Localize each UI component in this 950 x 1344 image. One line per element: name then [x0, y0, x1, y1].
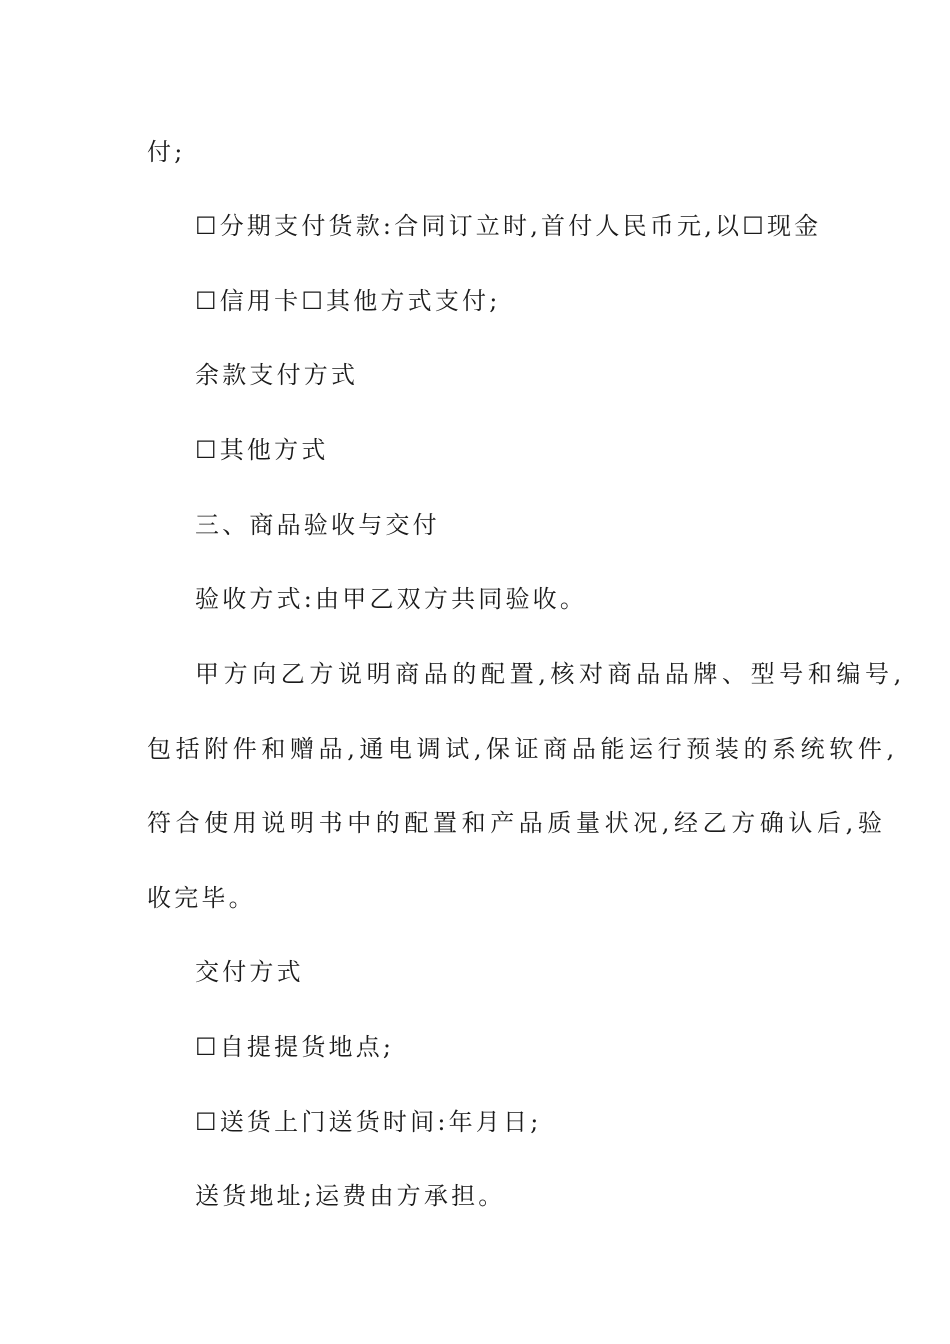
- text-line-delivery-method: 交付方式: [195, 958, 304, 986]
- text-line-paragraph-2: 包括附件和赠品,通电调试,保证商品能运行预装的系统软件,: [147, 735, 899, 763]
- text-line-card-options: ☐信用卡☐其他方式支付;: [195, 287, 501, 315]
- text-line-paragraph-3: 符合使用说明书中的配置和产品质量状况,经乙方确认后,验: [147, 809, 887, 837]
- text-line-paragraph-1: 甲方向乙方说明商品的配置,核对商品品牌、型号和编号,: [195, 660, 906, 688]
- text-line-paragraph-4: 收完毕。: [147, 884, 256, 912]
- text-line-balance-method: 余款支付方式: [195, 361, 359, 389]
- text-line-acceptance-method: 验收方式:由甲乙双方共同验收。: [195, 585, 588, 613]
- text-line-other-method: ☐其他方式: [195, 436, 329, 464]
- text-line-delivery-address: 送货地址;运费由方承担。: [195, 1182, 506, 1210]
- text-line-installment: ☐分期支付货款:合同订立时,首付人民币元,以☐现金: [195, 212, 822, 240]
- section-heading-acceptance: 三、商品验收与交付: [195, 511, 440, 539]
- text-line-payment-end: 付;: [147, 138, 186, 166]
- text-line-home-delivery: ☐送货上门送货时间:年月日;: [195, 1108, 542, 1136]
- text-line-self-pickup: ☐自提提货地点;: [195, 1033, 395, 1061]
